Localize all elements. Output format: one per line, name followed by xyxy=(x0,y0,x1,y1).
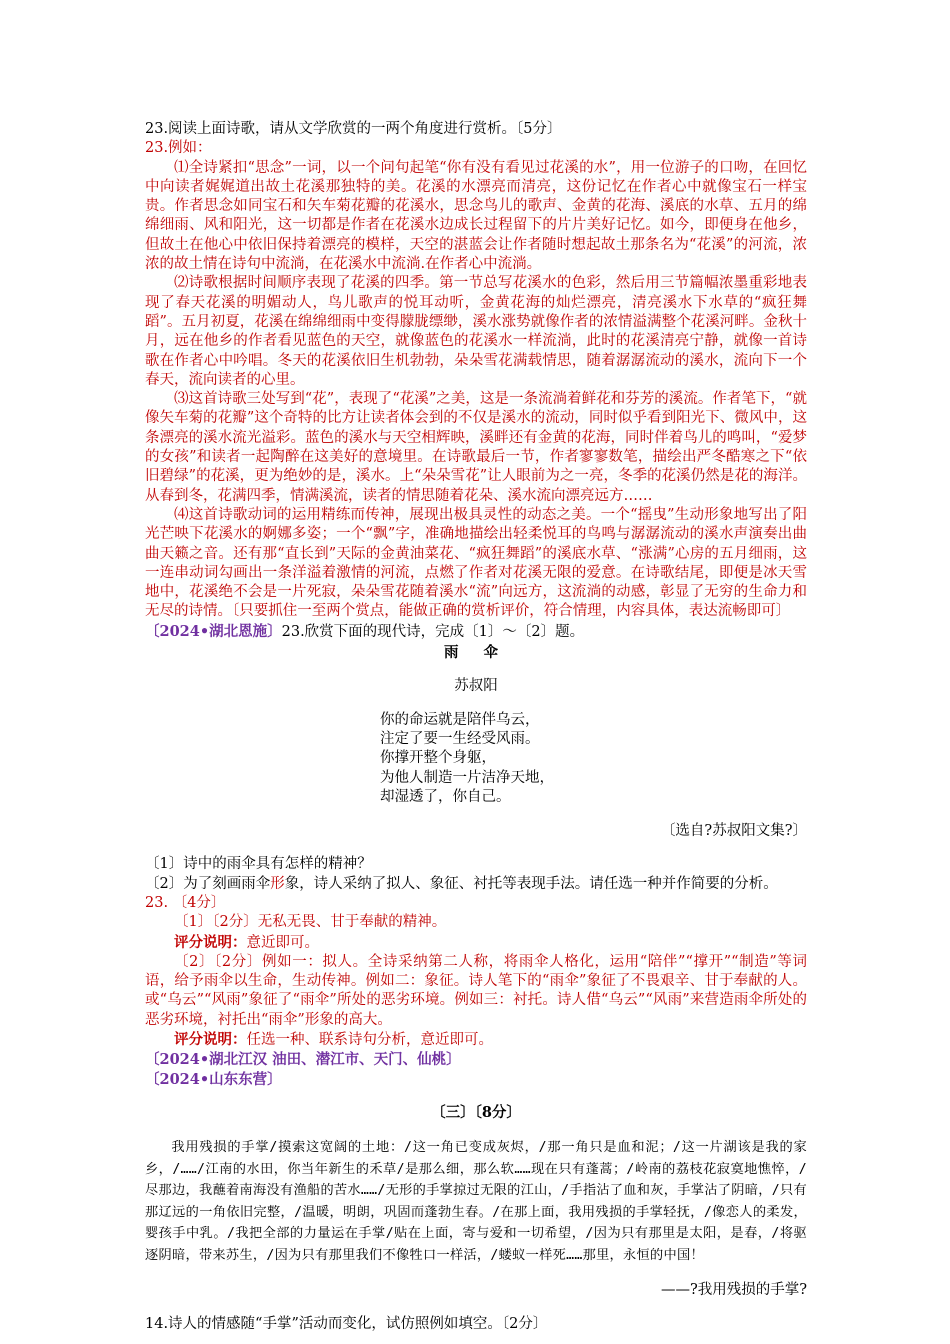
poem-line: 你的命运就是陪伴乌云， xyxy=(380,711,540,728)
scoring-note-2 xyxy=(145,1030,807,1050)
scoring-label: 评分说明： xyxy=(174,1031,247,1049)
source-tag-dongying: 〔2024•山东东营〕 xyxy=(145,1070,282,1088)
source-tag-jianghan: 〔2024•湖北江汉 油田、潜江市、天门、仙桃〕 xyxy=(145,1051,461,1069)
answer-23b-heading: 23. 〔4分〕 xyxy=(145,894,226,911)
sub-question-2-part: 象，诗人采纳了拟人、象征、衬托等表现手法。请任选一种并作简要的分析。 xyxy=(284,875,778,892)
poem-title: 雨 伞 xyxy=(443,644,509,662)
poem-line: 你撑开整个身躯， xyxy=(380,750,496,767)
answer-23-heading: 23.例如： xyxy=(145,140,212,157)
poem-line: 为他人制造一片洁净天地， xyxy=(380,769,554,786)
poem-source: 〔选自?苏叔阳文集?〕 xyxy=(660,822,807,839)
question-23-intro: 23.阅读上面诗歌，请从文学欣赏的一两个角度进行赏析。〔5分〕 xyxy=(145,121,562,137)
answer-23b-part-2: 〔2〕〔2分〕例如一：拟人。全诗采纳第二人称，将雨伞人格化，运用“陪伴”“撑开”“制造”等词语，给予雨伞以生命，生动传神。例如二：象征。诗人笔下的“雨伞”象征了不畏艰辛、甘于奉献的人。或“乌云”“风雨”象征了“雨伞”所处的恶劣环境。例如三：衬托。诗人借“乌云”“风雨”来营造雨伞所处的恶劣环境，衬托出“雨伞”形象的高大。 xyxy=(145,953,807,1028)
source-enshi-question xyxy=(145,622,807,642)
sub-question-2 xyxy=(145,875,807,894)
sub-question-2-highlight: 形 xyxy=(270,875,285,892)
scoring-text: 任选一种、联系诗句分析，意近即可。 xyxy=(246,1032,493,1049)
poem-author: 苏叔阳 xyxy=(454,677,498,694)
poem-passage: 我用残损的手掌/摸索这宽阔的土地：/这一角已变成灰烬，/那一角只是血和泥；/这一片湖该是我的家乡，/……/江南的水田，你当年新生的禾草/是那么细，那么软……现在只有蓬蒿；/岭南的荔枝花寂寞地憔悴，/尽那边，我蘸着南海没有渔船的苦水……/无形的手掌掠过无限的江山，/手指沾了血和灰，手掌沾了阴暗，/只有那辽远的一角依旧完整，/温暖，明朗，巩固而蓬勃生春。/在那上面，我用残损的手掌轻抚，/像恋人的柔发，婴孩手中乳。/我把全部的力量运在手掌/贴在上面，寄与爱和一切希望，/因为只有那里是太阳，是春，/将驱逐阴暗，带来苏生，/因为只有那里我们不像牲口一样活，/蝼蚁一样死……那里，永恒的中国！ xyxy=(145,1140,807,1263)
poem-line: 注定了要一生经受风雨。 xyxy=(380,730,540,747)
answer-23-paragraph-1: ⑴全诗紧扣“思念”一词，以一个问句起笔“你有没有看见过花溪的水”，用一位游子的口吻，在回忆中向读者娓娓道出故土花溪那独特的美。花溪的水漂亮而清亮，这份记忆在作者心中就像宝石一样宝贵。作者思念如同宝石和矢车菊花瓣的花溪水，思念鸟儿的歌声、金黄的花海、溪底的水草、五月的绵绵细雨、风和阳光，这一切都是作者在花溪水边成长过程留下的片片美好记忆。如今，即便身在他乡，但故土在他心中依旧保持着漂亮的模样，天空的湛蓝会让作者随时想起故土那条名为“花溪”的河流，浓浓的故土情在诗句中流淌，在花溪水中流淌.在作者心中流淌。 xyxy=(145,159,807,273)
answer-23-paragraph-4: ⑷这首诗歌动词的运用精练而传神，展现出极具灵性的动态之美。一个“摇曳”生动形象地写出了阳光芒映下花溪水的婀娜多姿；一个“飘”字，准确地描绘出轻柔悦耳的鸟鸣与潺潺流动的溪水声演奏出曲曲天籁之音。还有那“直长到”天际的金黄油菜花、“疯狂舞蹈”的溪底水草、“涨满”心房的五月细雨，这一连串动词勾画出一条洋溢着激情的河流，点燃了作者对花溪无限的爱意。在诗歌结尾，即便是冰天雪地中，花溪绝不会是一片死寂，朵朵雪花随着溪水“流”向远方，这流淌的动感，彰显了无穷的生命力和无尽的诗情。〔只要抓住一至两个赏点，能做正确的赏析评价，符合情理，内容具体，表达流畅即可〕 xyxy=(145,506,807,620)
question-23-enshi: 23.欣赏下面的现代诗，完成〔1〕～〔2〕题。 xyxy=(281,623,585,640)
poem-body xyxy=(380,711,807,807)
answer-23-paragraph-2: ⑵诗歌根据时间顺序表现了花溪的四季。第一节总写花溪水的色彩，然后用三节篇幅浓墨重彩地表现了春天花溪的明媚动人，鸟儿歌声的悦耳动听，金黄花海的灿烂漂亮，清亮溪水下水草的“疯狂舞蹈”。五月初夏，花溪在绵绵细雨中变得朦胧缥缈，溪水涨势就像作者的浓情溢满整个花溪河畔。金秋十月，远在他乡的作者看见蓝色的天空，就像蓝色的花溪水一样流淌，此时的花溪清亮宁静，就像一首诗歌在作者心中吟唱。冬天的花溪依旧生机勃勃，朵朵雪花满载情思，随着潺潺流动的溪水，流向下一个春天，流向读者的心里。 xyxy=(145,275,807,388)
scoring-label: 评分说明： xyxy=(174,933,247,951)
answer-23b-part-1: 〔1〕〔2分〕无私无畏、甘于奉献的精神。 xyxy=(174,914,447,931)
sub-question-1: 〔1〕诗中的雨伞具有怎样的精神？ xyxy=(145,856,372,873)
answer-23-paragraph-3: ⑶这首诗歌三处写到“花”，表现了“花溪”之美，这是一条流淌着鲜花和芬芳的溪流。作者笔下，“就像矢车菊的花瓣”这个奇特的比方让读者体会到的不仅是溪水的流动，同时似乎看到阳光下、微风中，这条漂亮的溪水流光溢彩。蓝色的溪水与天空相辉映，溪畔还有金黄的花海，同时伴着鸟儿的鸣叫，“爱梦的女孩”和读者一起陶醉在这美好的意境里。在诗歌最后一节，作者寥寥数笔，描绘出严冬酷寒之下“依旧碧绿”的花溪，更为绝妙的是，溪水。上“朵朵雪花”让人眼前为之一亮，冬季的花溪仍然是花的海洋。从春到冬，花满四季，情满溪流，读者的情思随着花朵、溪水流向漂亮远方…… xyxy=(145,391,807,504)
document-body xyxy=(145,120,807,1334)
sub-question-2-part: 〔2〕为了刻画雨伞 xyxy=(145,875,271,892)
scoring-text: 意近即可。 xyxy=(246,934,319,951)
section-3-title: 〔三〕〔8分〕 xyxy=(431,1104,521,1122)
scoring-note-1 xyxy=(145,933,807,953)
poem-line: 却湿透了，你自己。 xyxy=(380,788,511,805)
source-tag-enshi: 〔2024•湖北恩施〕 xyxy=(145,622,282,640)
passage-source: ——?我用残损的手掌? xyxy=(660,1281,807,1298)
question-14: 14.诗人的情感随“手掌”活动而变化，试仿照例如填空。〔2分〕 xyxy=(145,1315,548,1332)
